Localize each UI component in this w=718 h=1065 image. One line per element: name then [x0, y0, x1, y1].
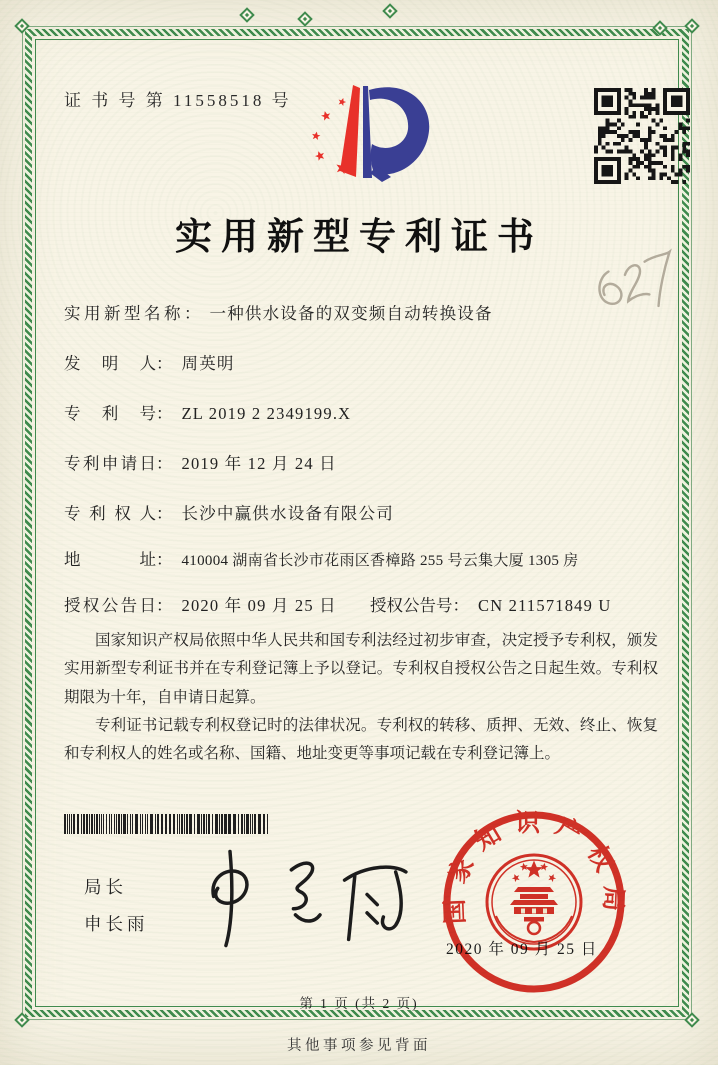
field-value: 长沙中赢供水设备有限公司	[181, 504, 394, 523]
field-row-inventor: 发明人： 周英明	[64, 350, 235, 374]
field-row-name: 实用新型名称： 一种供水设备的双变频自动转换设备	[64, 300, 493, 324]
field-label: 授权公告日	[64, 596, 156, 615]
qr-code-icon	[594, 88, 690, 184]
certificate-number: 证 书 号 第 11558518 号	[64, 91, 292, 110]
officer-title: 局长	[84, 877, 127, 897]
field-row-patentee: 专利权人： 长沙中赢供水设备有限公司	[64, 500, 394, 524]
certificate-title: 实用新型专利证书	[175, 217, 543, 258]
field-label: 实用新型名称	[64, 304, 184, 323]
field-label: 专利权人	[64, 504, 156, 523]
legal-paragraph-2: 专利证书记载专利权登记时的法律状况。专利权的转移、质押、无效、终止、恢复和专利权人的姓名或名称、国籍、地址变更等事项记载在专利登记簿上。	[64, 717, 658, 763]
top-knot-ornament	[239, 7, 255, 23]
field-value: 一种供水设备的双变频自动转换设备	[209, 304, 493, 323]
barcode-icon	[64, 814, 272, 834]
field-row-grant: 授权公告日： 2020 年 09 月 25 日 授权公告号： CN 211571849 U	[64, 592, 658, 616]
top-knot-ornament	[382, 3, 398, 19]
field-value: ZL 2019 2 2349199.X	[181, 404, 352, 423]
field-label: 专利申请日	[64, 454, 156, 473]
field-label: 专利号	[64, 404, 156, 423]
grant-number-group: 授权公告号： CN 211571849 U	[370, 596, 612, 615]
field-label: 授权公告号	[370, 596, 453, 615]
cnipa-logo-icon	[285, 82, 435, 196]
top-knot-ornament	[297, 11, 313, 27]
field-value: 周英明	[181, 354, 235, 373]
field-label: 发明人	[64, 354, 156, 373]
field-label: 地址	[64, 550, 156, 569]
field-row-patent-no: 专利号： ZL 2019 2 2349199.X	[64, 400, 351, 424]
field-row-address: 地址： 410004 湖南省长沙市花雨区香樟路 255 号云集大厦 1305 房	[64, 546, 579, 570]
page-number: 第 1 页 (共 2 页)	[299, 996, 419, 1011]
back-side-note: 其他事项参见背面	[287, 1038, 431, 1054]
field-row-filing-date: 专利申请日： 2019 年 12 月 24 日	[64, 450, 337, 474]
handwritten-mark	[578, 240, 688, 322]
field-value: 410004 湖南省长沙市花雨区香樟路 255 号云集大厦 1305 房	[181, 553, 579, 569]
national-emblem-seal-icon	[440, 808, 628, 996]
signature-icon	[185, 843, 410, 951]
legal-paragraph-1: 国家知识产权局依照中华人民共和国专利法经过初步审查，决定授予专利权，颁发实用新型专利证书并在专利登记簿上予以登记。专利权自授权公告之日起生效。专利权期限为十年，自申请日起算。	[64, 632, 658, 706]
legal-text	[64, 627, 658, 769]
field-value: CN 211571849 U	[478, 596, 612, 615]
seal-text: 国家知识产权局	[441, 810, 627, 925]
field-value: 2020 年 09 月 25 日	[181, 596, 337, 615]
field-value: 2019 年 12 月 24 日	[181, 454, 337, 473]
officer-name: 申长雨	[84, 914, 149, 934]
issue-date: 2020 年 09 月 25 日	[446, 941, 598, 958]
